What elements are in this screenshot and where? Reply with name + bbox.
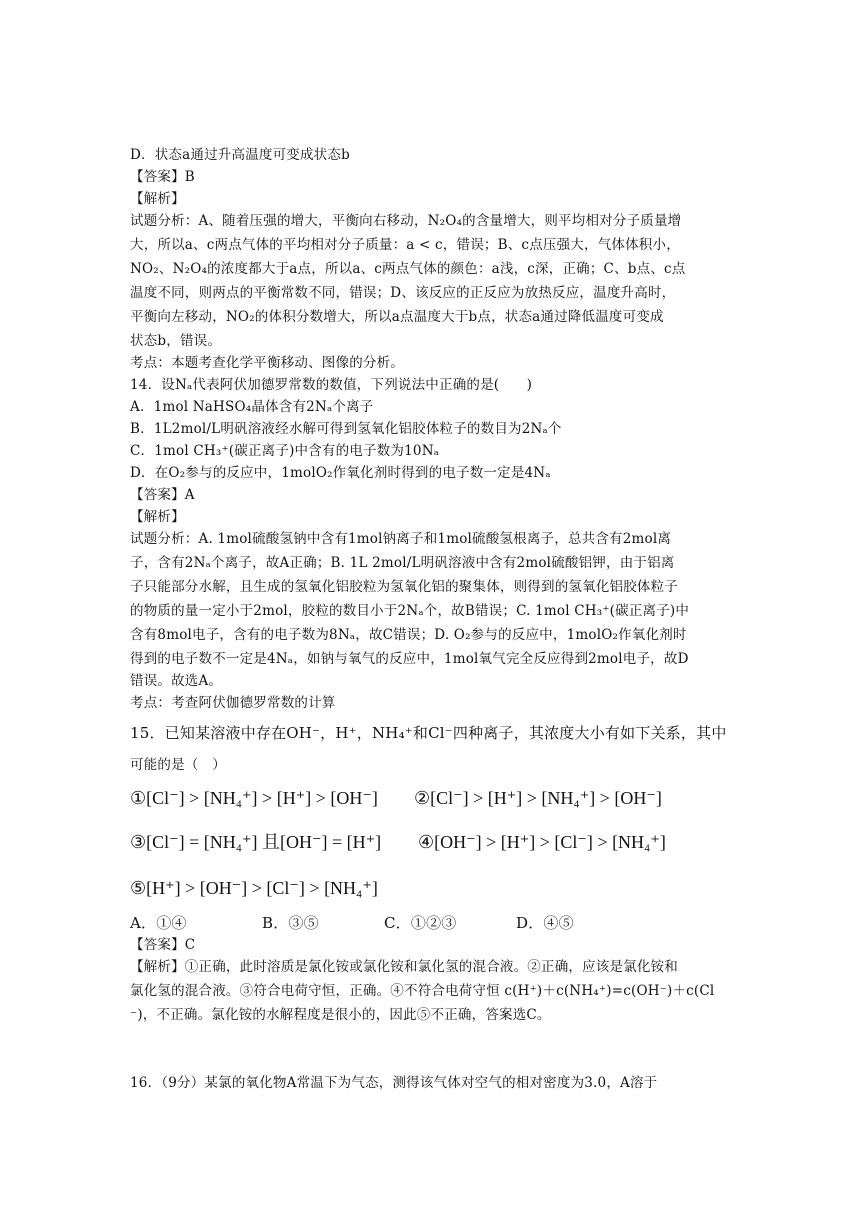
q13-analysis-line: 状态b，错误。 [130, 333, 222, 349]
q13-analysis-line: 平衡向左移动，NO₂的体积分数增大，所以a点温度大于b点，状态a通过降低温度可变成 [130, 309, 664, 325]
q15-choice-a: A．①④ [130, 914, 187, 932]
q13-analysis-line: 温度不同，则两点的平衡常数不同，错误；D、该反应的正反应为放热反应，温度升高时， [130, 285, 676, 301]
q14-analysis-line: 的物质的量一定小于2mol，胶粒的数目小于2Nₐ个，故B错误；C. 1mol CH₃⁺(碳正离子)中 [130, 603, 690, 619]
q14-analysis-line: 试题分析：A. 1mol硫酸氢钠中含有1mol钠离子和1mol硫酸氢根离子，总共含有2mol离 [130, 531, 672, 547]
q15-relation-4: ④[OH⁻] > [H⁺] > [Cl⁻] > [NH₄⁺] [418, 832, 666, 852]
q13-analysis-line: NO₂、N₂O₄的浓度都大于a点，所以a、c两点气体的颜色：a浅，c深，正确；C、b点、c点 [130, 261, 686, 277]
q16-stem: 16．（9分）某氯的氧化物A常温下为气态，测得该气体对空气的相对密度为3.0，A溶于 [130, 1075, 658, 1091]
q15-stem-line2: 可能的是（ ） [130, 757, 226, 773]
q15-relation-2: ②[Cl⁻] > [H⁺] > [NH₄⁺] > [OH⁻] [414, 788, 662, 808]
q15-analysis-line: ⁻)，不正确。氯化铵的水解程度是很小的，因此⑤不正确，答案选C。 [130, 1007, 551, 1023]
q14-analysis-line: 子，含有2Nₐ个离子，故A正确；B. 1L 2mol/L明矾溶液中含有2mol硫酸铝钾，由于铝离 [130, 555, 675, 571]
q14-analysis-heading: 【解析】 [130, 509, 185, 525]
q13-analysis-line: 大，所以a、c两点气体的平均相对分子质量：a < c，错误；B、c点压强大，气体体积小， [130, 237, 680, 253]
q15-choices [130, 912, 730, 934]
q15-answer: 【答案】C [130, 937, 196, 953]
q15-choice-b: B．③⑤ [262, 914, 319, 932]
q13-answer: 【答案】B [130, 169, 195, 185]
q14-analysis-line: 得到的电子数不一定是4Nₐ，如钠与氧气的反应中，1mol氧气完全反应得到2mol电子，故D [130, 651, 689, 667]
q15-relation-5: ⑤[H⁺] > [OH⁻] > [Cl⁻] > [NH₄⁺] [130, 878, 378, 898]
q15-relation-row [130, 786, 730, 810]
q14-option-a: A．1mol NaHSO₄晶体含有2Nₐ个离子 [130, 399, 374, 415]
q15-choice-c: C．①②③ [384, 914, 457, 932]
q13-kaodian: 考点：本题考查化学平衡移动、图像的分析。 [130, 355, 404, 371]
q15-choice-d: D．④⑤ [516, 914, 574, 932]
q15-stem-line1: 15．已知某溶液中存在OH⁻，H⁺，NH₄⁺和Cl⁻四种离子，其浓度大小有如下关系，其中 [130, 724, 727, 742]
q14-analysis-line: 含有8mol电子，含有的电子数为8Nₐ，故C错误；D. O₂参与的反应中，1molO₂作氧化剂时 [130, 627, 687, 643]
q14-option-c: C．1mol CH₃⁺(碳正离子)中含有的电子数为10Nₐ [130, 443, 440, 459]
q14-option-b: B．1L2mol/L明矾溶液经水解可得到氢氧化铝胶体粒子的数目为2Nₐ个 [130, 421, 562, 437]
q13-analysis-heading: 【解析】 [130, 191, 185, 207]
q13-option-d: D．状态a通过升高温度可变成状态b [130, 147, 350, 163]
q15-analysis-line: 【解析】①正确，此时溶质是氯化铵或氯化铵和氯化氢的混合液。②正确，应该是氯化铵和 [130, 959, 678, 975]
q14-answer: 【答案】A [130, 487, 195, 503]
q14-analysis-line: 子只能部分水解，且生成的氢氧化铝胶粒为氢氧化铝的聚集体，则得到的氢氧化铝胶体粒子 [130, 579, 678, 595]
q14-analysis-line: 错误。故选A。 [130, 673, 223, 689]
q15-relation-row [130, 830, 730, 854]
q14-option-d: D．在O₂参与的反应中，1molO₂作氧化剂时得到的电子数一定是4Nₐ [130, 465, 551, 481]
q15-relation-1: ①[Cl⁻] > [NH₄⁺] > [H⁺] > [OH⁻] [130, 788, 378, 808]
q15-relation-row [130, 876, 730, 900]
q14-kaodian: 考点：考查阿伏伽德罗常数的计算 [130, 695, 336, 711]
q14-stem: 14．设Nₐ代表阿伏加德罗常数的数值，下列说法中正确的是( ) [130, 377, 533, 393]
q15-relation-3: ③[Cl⁻] = [NH₄⁺] 且[OH⁻] = [H⁺] [130, 832, 382, 852]
q15-analysis-line: 氯化氢的混合液。③符合电荷守恒，正确。④不符合电荷守恒 c(H⁺)＋c(NH₄⁺)=c(OH⁻)＋c(Cl [130, 983, 715, 999]
q13-analysis-line: 试题分析：A、随着压强的增大，平衡向右移动，N₂O₄的含量增大，则平均相对分子质量增 [130, 213, 682, 229]
